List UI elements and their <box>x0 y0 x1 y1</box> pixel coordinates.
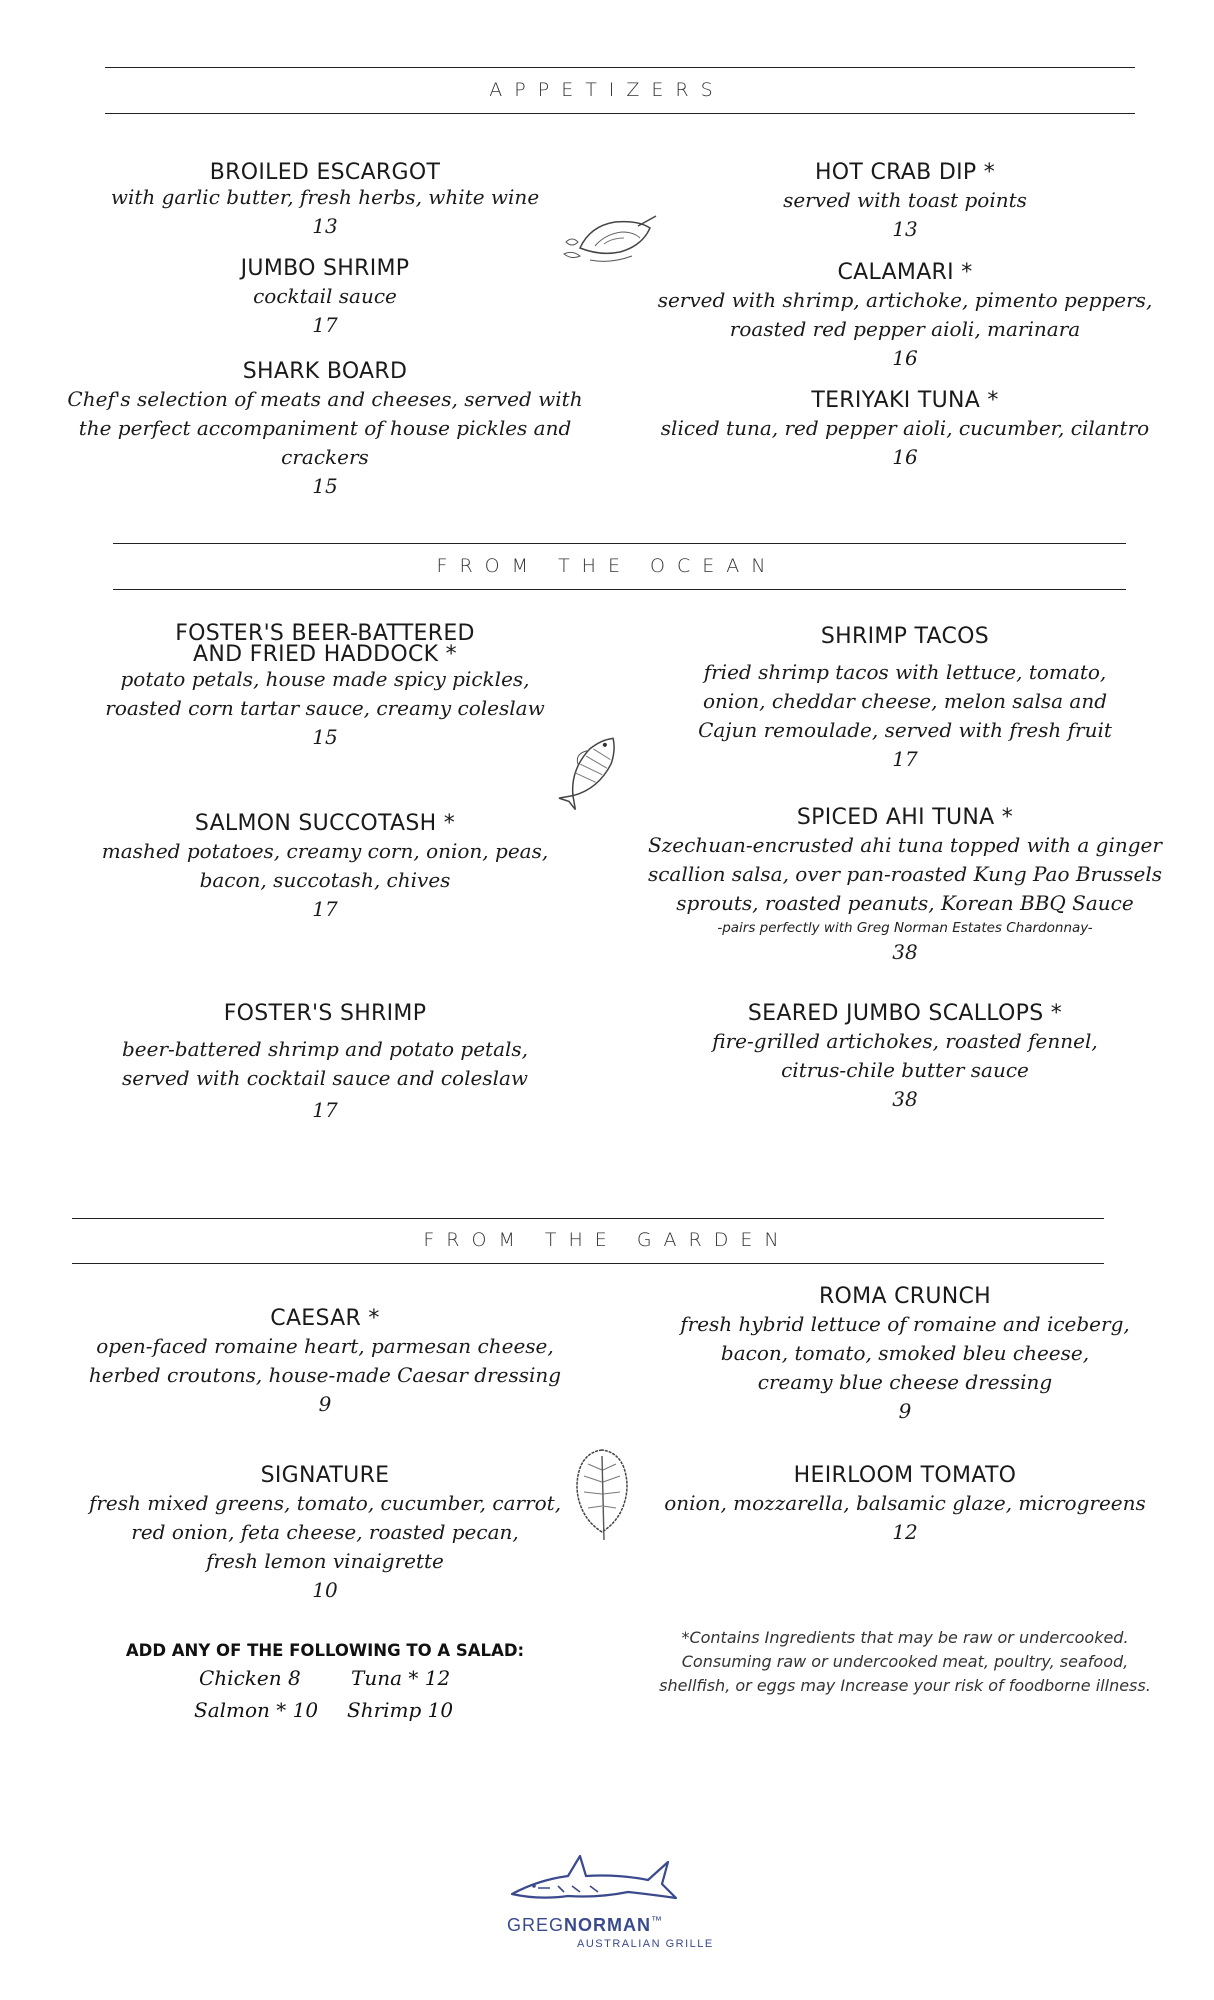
item-description: Szechuan-encrusted ahi tuna topped with a ginger <box>648 833 1162 857</box>
item-name: FOSTER'S BEER-BATTERED <box>175 621 475 646</box>
item-name: TERIYAKI TUNA * <box>811 388 999 413</box>
shark-logo-icon <box>508 1850 678 1910</box>
garden-top-rule <box>72 1218 1104 1219</box>
appetizers-bottom-rule <box>105 113 1135 114</box>
section-title-garden: FROM THE GARDEN <box>423 1229 791 1251</box>
item-description: sprouts, roasted peanuts, Korean BBQ Sauce <box>676 891 1134 915</box>
item-price: 15 <box>312 725 338 749</box>
item-description: bacon, tomato, smoked bleu cheese, <box>720 1341 1090 1365</box>
item-name: SPICED AHI TUNA * <box>796 805 1014 830</box>
addon-shrimp: Shrimp 10 <box>347 1698 454 1722</box>
brand-logo-text <box>507 1915 664 1936</box>
item-description: onion, mozzarella, balsamic glaze, microgreens <box>664 1491 1146 1515</box>
item-name: HOT CRAB DIP * <box>814 160 996 185</box>
item-description: roasted corn tartar sauce, creamy coleslaw <box>105 696 545 720</box>
item-description: scallion salsa, over pan-roasted Kung Pao Brussels <box>647 862 1163 886</box>
salad-addons-title: ADD ANY OF THE FOLLOWING TO A SALAD: <box>125 1641 525 1660</box>
menu-item-shark-board <box>60 359 590 501</box>
ocean-top-rule <box>113 543 1126 544</box>
item-price: 17 <box>312 1098 338 1122</box>
item-description: sliced tuna, red pepper aioli, cucumber, cilantro <box>660 416 1150 440</box>
item-name: SIGNATURE <box>260 1463 390 1488</box>
logo-greg: GREG <box>507 1915 565 1935</box>
menu-item-broiled-escargot <box>60 160 590 241</box>
item-name: AND FRIED HADDOCK * <box>193 642 457 667</box>
menu-item-seared-jumbo-scallops <box>640 1001 1170 1114</box>
item-description: mashed potatoes, creamy corn, onion, peas, <box>101 839 549 863</box>
item-name: SEARED JUMBO SCALLOPS * <box>747 1001 1063 1026</box>
item-price: 13 <box>892 217 918 241</box>
item-name: SHARK BOARD <box>242 359 408 384</box>
item-description: open-faced romaine heart, parmesan cheese, <box>96 1334 554 1358</box>
item-description: potato petals, house made spicy pickles, <box>120 667 530 691</box>
garden-bottom-rule <box>72 1263 1104 1264</box>
item-description: creamy blue cheese dressing <box>757 1370 1053 1394</box>
raw-food-disclaimer <box>620 1626 1190 1698</box>
item-description: bacon, succotash, chives <box>199 868 451 892</box>
section-title-ocean: FROM THE OCEAN <box>436 555 778 577</box>
fish-illustration-icon <box>548 722 638 812</box>
item-description: fresh hybrid lettuce of romaine and iceberg, <box>680 1312 1130 1336</box>
menu-item-heirloom-tomato <box>640 1463 1170 1547</box>
item-description: cocktail sauce <box>253 284 397 308</box>
disclaimer-line: *Contains Ingredients that may be raw or undercooked. <box>681 1628 1129 1647</box>
item-name: ROMA CRUNCH <box>818 1284 992 1309</box>
item-price: 38 <box>892 1087 918 1111</box>
item-name: HEIRLOOM TOMATO <box>793 1463 1017 1488</box>
item-description: fresh mixed greens, tomato, cucumber, carrot, <box>88 1491 562 1515</box>
item-name: JUMBO SHRIMP <box>240 256 410 281</box>
item-price: 9 <box>318 1392 332 1416</box>
item-price: 17 <box>312 897 338 921</box>
lettuce-leaf-illustration-icon <box>572 1446 632 1542</box>
menu-item-shrimp-tacos <box>640 624 1170 774</box>
item-description: citrus-chile butter sauce <box>781 1058 1029 1082</box>
item-description: crackers <box>281 445 369 469</box>
item-description: served with toast points <box>783 188 1027 212</box>
item-price: 16 <box>892 346 918 370</box>
item-description: onion, cheddar cheese, melon salsa and <box>702 689 1108 713</box>
item-description: fire-grilled artichokes, roasted fennel, <box>712 1029 1098 1053</box>
item-description: served with shrimp, artichoke, pimento peppers, <box>657 288 1153 312</box>
item-description: served with cocktail sauce and coleslaw <box>121 1066 529 1090</box>
item-name: CAESAR * <box>270 1306 380 1331</box>
item-description: Cajun remoulade, served with fresh fruit <box>698 718 1112 742</box>
menu-item-roma-crunch <box>640 1284 1170 1426</box>
item-description: with garlic butter, fresh herbs, white wine <box>110 185 540 209</box>
item-description: the perfect accompaniment of house pickles and <box>78 416 572 440</box>
item-description: Chef's selection of meats and cheeses, served with <box>67 387 583 411</box>
disclaimer-line: shellfish, or eggs may Increase your risk of foodborne illness. <box>659 1676 1151 1695</box>
item-name: CALAMARI * <box>837 260 973 285</box>
item-description: herbed croutons, house-made Caesar dressing <box>88 1363 562 1387</box>
item-description: roasted red pepper aioli, marinara <box>729 317 1081 341</box>
addon-salmon: Salmon * 10 <box>194 1698 319 1722</box>
menu-item-beer-battered-haddock <box>60 623 590 752</box>
menu-item-caesar <box>60 1306 590 1419</box>
menu-item-calamari <box>640 260 1170 373</box>
logo-subtitle: AUSTRALIAN GRILLE <box>577 1938 714 1950</box>
menu-item-teriyaki-tuna <box>640 388 1170 472</box>
item-description: fresh lemon vinaigrette <box>206 1549 444 1573</box>
menu-item-jumbo-shrimp <box>60 256 590 340</box>
addon-tuna: Tuna * 12 <box>351 1666 451 1690</box>
disclaimer-line: Consuming raw or undercooked meat, poultry, seafood, <box>681 1652 1129 1671</box>
item-price: 15 <box>312 474 338 498</box>
wine-pairing-note: -pairs perfectly with Greg Norman Estates Chardonnay- <box>717 920 1093 936</box>
item-price: 17 <box>312 313 338 337</box>
addon-chicken: Chicken 8 <box>199 1666 301 1690</box>
menu-item-salmon-succotash <box>60 811 590 924</box>
logo-trademark: ™ <box>651 1915 664 1927</box>
item-description: red onion, feta cheese, roasted pecan, <box>131 1520 519 1544</box>
item-price: 12 <box>892 1520 918 1544</box>
item-name: SALMON SUCCOTASH * <box>194 811 456 836</box>
logo-norman: NORMAN <box>564 1915 652 1935</box>
item-description: fried shrimp tacos with lettuce, tomato, <box>703 660 1107 684</box>
menu-item-spiced-ahi-tuna <box>640 805 1170 967</box>
item-name: SHRIMP TACOS <box>820 624 990 649</box>
item-price: 17 <box>892 747 918 771</box>
menu-item-hot-crab-dip <box>640 160 1170 244</box>
item-price: 10 <box>312 1578 338 1602</box>
menu-item-signature <box>60 1463 590 1605</box>
ocean-bottom-rule <box>113 589 1126 590</box>
item-name: FOSTER'S SHRIMP <box>223 1001 427 1026</box>
item-price: 9 <box>898 1399 912 1423</box>
item-price: 16 <box>892 445 918 469</box>
menu-item-fosters-shrimp <box>60 1001 590 1125</box>
item-name: BROILED ESCARGOT <box>209 160 441 185</box>
section-title-appetizers: APPETIZERS <box>489 79 725 101</box>
appetizers-top-rule <box>105 67 1135 68</box>
item-price: 38 <box>892 940 918 964</box>
item-price: 13 <box>312 214 338 238</box>
item-description: beer-battered shrimp and potato petals, <box>121 1037 529 1061</box>
